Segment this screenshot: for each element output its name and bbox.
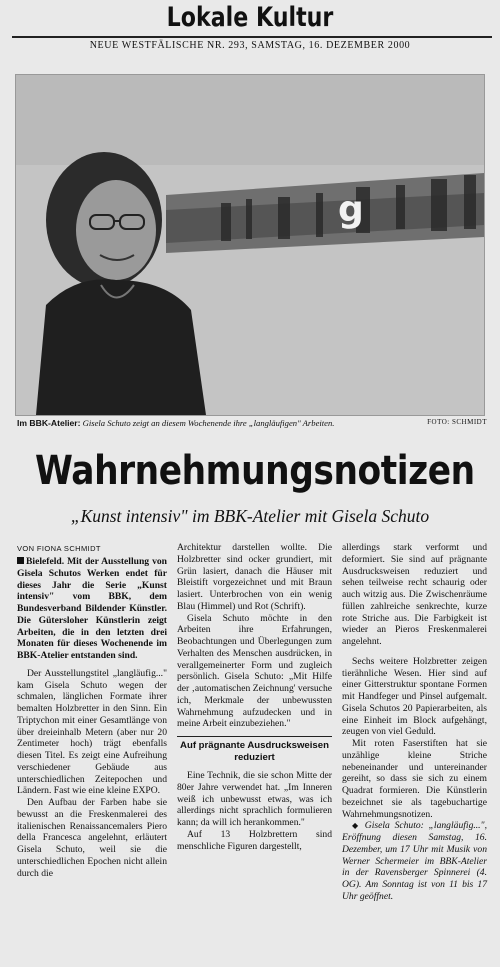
- caption-text: Gisela Schuto zeigt an diesem Wochenende ihre „langläufigen" Arbeiten.: [82, 418, 335, 428]
- paragraph: Architektur darstellen wollte. Die Holzbretter sind ocker grundiert, mit Grün lasiert, danach die Häuser mit Bleistift vorgezeichnet und mit Braun lasiert. Unterbrochen von ein wenig Blau (Himmel) und Rot (Schrift).: [177, 542, 332, 612]
- article-lead: Bielefeld. Mit der Ausstellung von Gisela Schutos Werken endet für dieses Jahr die Serie „Kunst intensiv" vom BBK, dem Bundesverband Bildender Künstler. Die Gütersloher Künstlerin zeigt Arbeiten, die in den letzten drei Monaten für dieses Wochenende im BBK-Atelier entstanden sind.: [17, 556, 167, 661]
- square-bullet-icon: [17, 557, 24, 564]
- header-rule: [12, 36, 492, 38]
- paragraph: Eine Technik, die sie schon Mitte der 80er Jahre verwendet hat. „Im Inneren weiß ich unbewusst etwas, was ich allerdings nicht sprachlich formulieren kann; da will ich herankommen.": [177, 770, 332, 828]
- byline: VON FIONA SCHMIDT: [17, 544, 101, 553]
- paragraph: Den Aufbau der Farben habe sie bewusst an die Freskenmalerei des italienischen Renaissancemalers Piero della Francesca angelehnt, erläutert Gisela Schuto, weil sie die unterschiedlichen Epochen nicht allein durch die: [17, 797, 167, 879]
- diamond-bullet-icon: ◆: [352, 821, 365, 831]
- paragraph: Auf 13 Holzbrettern sind menschliche Figuren dargestellt,: [177, 828, 332, 852]
- paragraph: Sechs weitere Holzbretter zeigen tierähnliche Wesen. Hier sind auf einer Gitterstruktur spontane Formen mit Handfeger und Pinsel aufgemalt. Gisela Schutos 20 Papierarbeiten, als eine Einheit im Block aufgehängt, zeugen von viel Geduld.: [342, 655, 487, 738]
- article-column-2: [177, 542, 332, 852]
- article-column-3: [342, 542, 487, 903]
- section-title: Lokale Kultur: [166, 2, 334, 33]
- paragraph: Der Ausstellungstitel „langläufig..." kam Gisela Schuto wegen der schmalen, länglichen Formate ihrer bemalten Holzbretter in den Sinn. Ein Triptychon mit einer Gesamtlänge von über dreieinhalb Metern (aber nur 20 Zentimeter hoch) trägt ebenfalls diesen Titel. Es zeigt eine Aufreihung verschiedener Gebäude aus unterschiedlichen Zeitepochen und Ländern. Fast wie eine kleine EXPO.: [17, 667, 167, 797]
- photo-illustration: [16, 75, 484, 415]
- paragraph: allerdings stark verformt und deformiert. Sie sind auf prägnante Ausdrucksweisen reduziert und sehen teilweise recht schaurig oder auch witzig aus. Die Zwischenräume füllen zahlreiche senkrechte, kurze rote Striche aus. Die Farbigkeit ist wieder an Pieros Freskenmalerei angelehnt.: [342, 542, 487, 647]
- article-subheadline: „Kunst intensiv" im BBK-Atelier mit Gisela Schuto: [70, 506, 430, 526]
- board-letter: g: [338, 189, 364, 230]
- event-info: ◆ Gisela Schuto: „langläufig...", Eröffnung diesen Samstag, 16. Dezember, um 17 Uhr mit Musik von Werner Schermeier im BBK-Atelier in der Ravensberger Spinnerei (4. OG). Am Sonntag ist von 11 bis 17 Uhr geöffnet.: [342, 820, 487, 902]
- article-photo: [15, 74, 485, 416]
- article-headline: Wahrnehmungsnotizen: [35, 448, 475, 494]
- article-column-1: [17, 556, 167, 879]
- paragraph: Gisela Schuto möchte in den Arbeiten ihre Erfahrungen, Beobachtungen und Überlegungen zum Verhalten des Menschen ausdrücken, in verallgemeinerter Form und zugleich persönlich. Gisela Schuto: „Mit Hilfe der ‚automatischen Zeichnung' versuche ich, Merkmale der unbewussten Wahrnehmung aufzudecken und in meine Arbeit einzubeziehen.": [177, 612, 332, 730]
- caption-label: Im BBK-Atelier:: [17, 418, 81, 428]
- paragraph: Mit roten Faserstiften hat sie unzählige kleine Striche nebeneinander und untereinander gereiht, so dass sie sich zu einem Quadrat formieren. Die Künstlerin bezeichnet sie als tagebuchartige Wahrnehmungsnotizen.: [342, 738, 487, 820]
- dateline: NEUE WESTFÄLISCHE NR. 293, SAMSTAG, 16. DEZEMBER 2000: [89, 40, 411, 51]
- photo-caption: [17, 418, 487, 428]
- article-subheading: Auf prägnante Ausdrucksweisen reduziert: [177, 736, 332, 764]
- photo-credit: FOTO: SCHMIDT: [427, 418, 487, 426]
